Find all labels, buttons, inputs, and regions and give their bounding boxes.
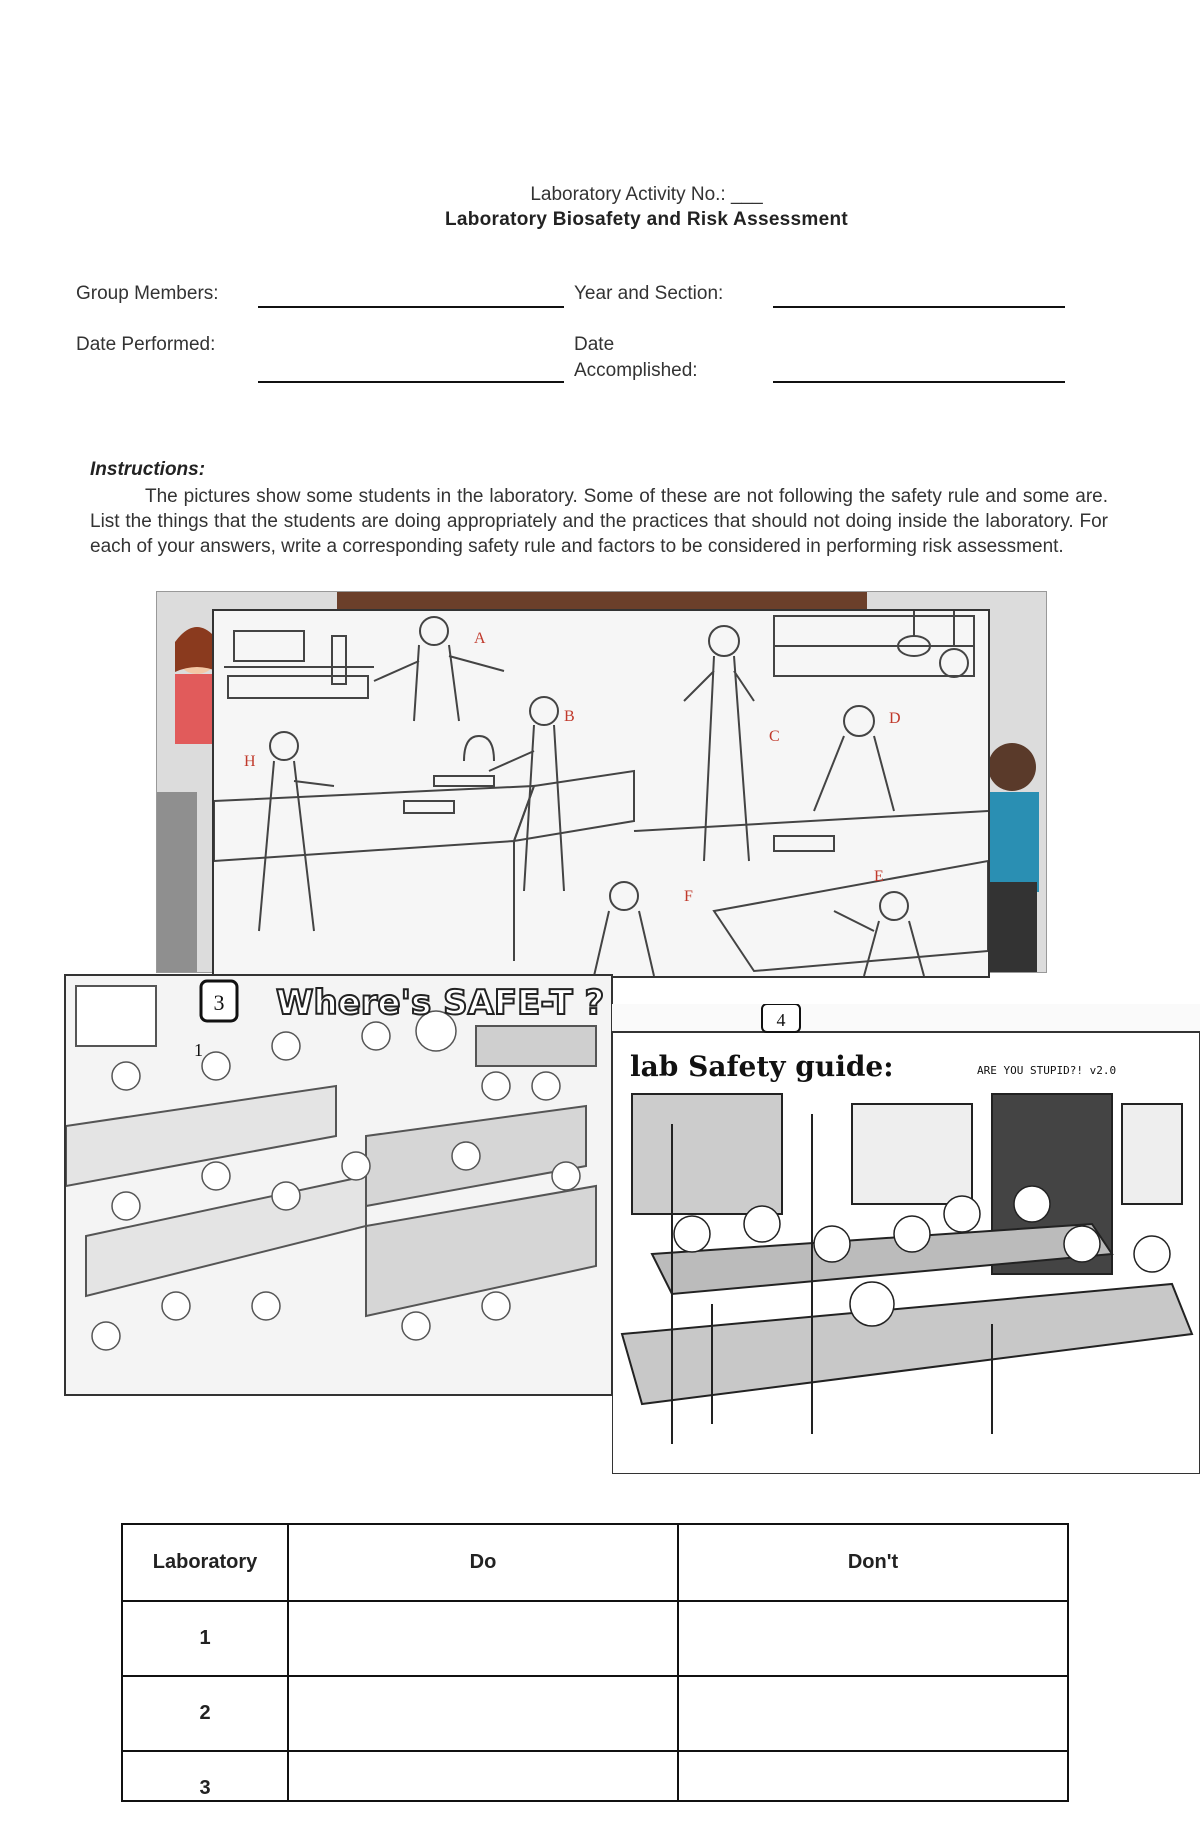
row-1-dont-cell[interactable]: [678, 1601, 1068, 1676]
pic3-number-badge: 3: [213, 990, 225, 1015]
header-dont: Don't: [678, 1524, 1068, 1601]
date-accomplished-label-line2: Accomplished:: [574, 360, 698, 381]
date-accomplished-label-line1: Date: [574, 334, 615, 355]
row-lab-2: 2: [122, 1676, 288, 1751]
row-3-do-cell[interactable]: [288, 1751, 678, 1801]
pic1-label-c: C: [769, 728, 780, 745]
group-members-field[interactable]: [258, 306, 564, 308]
pic1-label-f: F: [684, 888, 693, 905]
pic3-marker: 1: [194, 1040, 203, 1060]
date-performed-field[interactable]: [258, 381, 564, 383]
lab-illustration-3: [64, 974, 613, 1396]
pic3-title: Where's SAFE-T ?: [276, 983, 605, 1023]
group-members-label: Group Members:: [76, 283, 219, 304]
lab-illustration-4: [612, 1004, 1200, 1474]
header-laboratory: Laboratory: [122, 1524, 288, 1601]
date-accomplished-field[interactable]: [773, 381, 1065, 383]
year-section-field[interactable]: [773, 306, 1065, 308]
year-section-label: Year and Section:: [574, 283, 724, 304]
pic1-label-e: E: [874, 868, 884, 885]
row-2-dont-cell[interactable]: [678, 1676, 1068, 1751]
row-lab-3: 3: [122, 1751, 288, 1801]
instructions-body: The pictures show some students in the laboratory. Some of these are not following the safety rule and some are. List the things that the students are doing appropriately and the practices that should not doing inside the laboratory. For each of your answers, write a corresponding safety rule and factors to be considered in performing risk assessment.: [90, 486, 1108, 557]
pic1-label-h: H: [244, 753, 256, 770]
pic4-number-badge: 4: [776, 1010, 786, 1030]
pic1-label-d: D: [889, 710, 901, 727]
header-do: Do: [288, 1524, 678, 1601]
activity-number-line: Laboratory Activity No.: ___: [530, 184, 763, 205]
lab-illustration-1: [212, 609, 990, 978]
page-title: Laboratory Biosafety and Risk Assessment: [444, 209, 849, 230]
instructions-heading: Instructions:: [90, 459, 206, 480]
row-lab-1: 1: [122, 1601, 288, 1676]
row-3-dont-cell[interactable]: [678, 1751, 1068, 1801]
pic1-label-a: A: [474, 630, 486, 647]
date-performed-label: Date Performed:: [76, 334, 216, 355]
pic4-subtitle: ARE YOU STUPID?! v2.0: [977, 1064, 1117, 1077]
row-2-do-cell[interactable]: [288, 1676, 678, 1751]
assessment-table: [121, 1523, 1069, 1802]
pic1-label-b: B: [564, 708, 575, 725]
pic4-title: lab Safety guide:: [630, 1050, 894, 1083]
row-1-do-cell[interactable]: [288, 1601, 678, 1676]
